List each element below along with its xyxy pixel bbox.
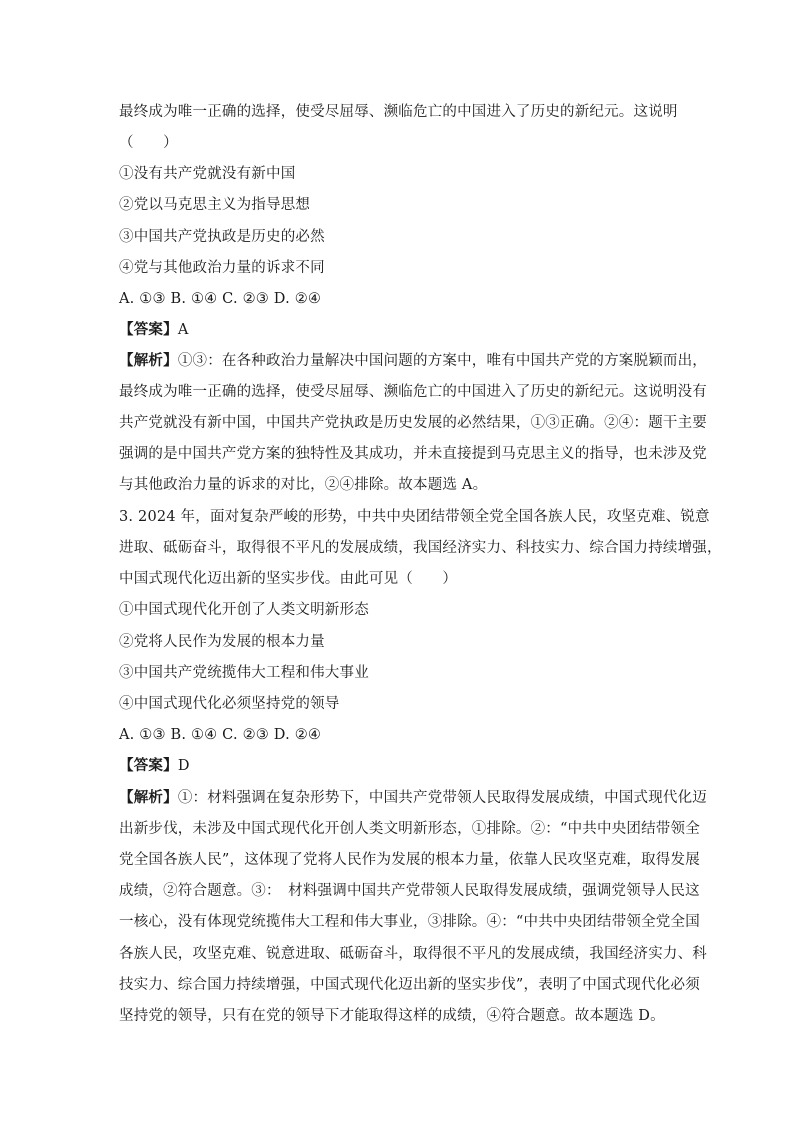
q3-option-2: ②党将人民作为发展的根本力量 <box>119 634 325 650</box>
q3-analysis-line-6: 各族人民，攻坚克难、锐意进取、砥砺奋斗，取得很不平凡的发展成绩，我国经济实力、科 <box>119 946 707 962</box>
q2-analysis-tag: 【解析】 <box>119 352 178 369</box>
q3-analysis-line-3: 党全国各族人民”，这体现了党将人民作为发展的根本力量，依靠人民攻坚克难，取得发展 <box>119 852 700 868</box>
q3-analysis-line-2: 出新步伐，未涉及中国式现代化开创人类文明新形态，①排除。②：“中共中央团结带领全 <box>119 821 700 837</box>
q3-stem-line-1: 3. 2024 年，面对复杂严峻的形势，中共中央团结带领全党全国各族人民，攻坚克难、锐意 <box>119 509 710 525</box>
q2-analysis-line-3: 共产党就没有新中国，中国共产党执政是历史发展的必然结果，①③正确。②④：题干主要 <box>119 415 707 431</box>
q2-option-4: ④党与其他政治力量的诉求不同 <box>119 260 325 276</box>
q3-analysis-line-1 <box>119 788 708 808</box>
q2-answer-tag: 【答案】 <box>119 321 178 338</box>
q2-analysis-line-1 <box>119 351 708 371</box>
q3-answer-tag: 【答案】 <box>119 757 178 774</box>
q2-answer <box>119 320 679 340</box>
q3-option-3: ③中国共产党统揽伟大工程和伟大事业 <box>119 665 369 681</box>
q3-answer-value: D <box>177 758 190 774</box>
q3-analysis-text-1: ①：材料强调在复杂形势下，中国共产党带领人民取得发展成绩，中国式现代化迈 <box>177 790 708 806</box>
q2-answer-value: A <box>177 322 189 338</box>
q3-stem-line-3: 中国式现代化迈出新的坚实步伐。由此可见（ ） <box>119 571 458 587</box>
q2-analysis-line-4: 强调的是中国共产党方案的独特性及其成功，并未直接提到马克思主义的指导，也未涉及党 <box>119 446 707 462</box>
q2-stem-line-2: （ ） <box>119 135 178 151</box>
q3-analysis-line-5: 一核心，没有体现党统揽伟大工程和伟大事业，③排除。④：“中共中央团结带领全党全国 <box>119 914 700 930</box>
q3-choices: A. ①③ B. ①④ C. ②③ D. ②④ <box>119 727 322 743</box>
q3-answer <box>119 756 679 776</box>
q2-option-1: ①没有共产党就没有新中国 <box>119 166 296 182</box>
q3-analysis-tag: 【解析】 <box>119 789 178 806</box>
q3-analysis-line-4: 成绩，②符合题意。③： 材料强调中国共产党带领人民取得发展成绩，强调党领导人民这 <box>119 883 700 899</box>
q2-analysis-text-1: ①③：在各种政治力量解决中国问题的方案中，唯有中国共产党的方案脱颖而出， <box>177 353 708 369</box>
q2-choices: A. ①③ B. ①④ C. ②③ D. ②④ <box>119 291 322 307</box>
q3-option-1: ①中国式现代化开创了人类文明新形态 <box>119 602 369 618</box>
q2-analysis-line-5: 与其他政治力量的诉求的对比，②④排除。故本题选 A。 <box>119 477 488 493</box>
q2-option-2: ②党以马克思主义为指导思想 <box>119 197 311 213</box>
q3-analysis-line-8: 坚持党的领导，只有在党的领导下才能取得这样的成绩，④符合题意。故本题选 D。 <box>119 1008 665 1024</box>
q2-stem-line-1: 最终成为唯一正确的选择，使受尽屈辱、濒临危亡的中国进入了历史的新纪元。这说明 <box>119 104 678 120</box>
q3-analysis-line-7: 技实力、综合国力持续增强，中国式现代化迈出新的坚实步伐”，表明了中国式现代化必须 <box>119 977 700 993</box>
q2-analysis-line-2: 最终成为唯一正确的选择，使受尽屈辱、濒临危亡的中国进入了历史的新纪元。这说明没有 <box>119 384 707 400</box>
q3-stem-line-2: 进取、砥砺奋斗，取得很不平凡的发展成绩，我国经济实力、科技实力、综合国力持续增强， <box>119 540 722 556</box>
q2-option-3: ③中国共产党执政是历史的必然 <box>119 229 325 245</box>
q3-option-4: ④中国式现代化必须坚持党的领导 <box>119 696 340 712</box>
